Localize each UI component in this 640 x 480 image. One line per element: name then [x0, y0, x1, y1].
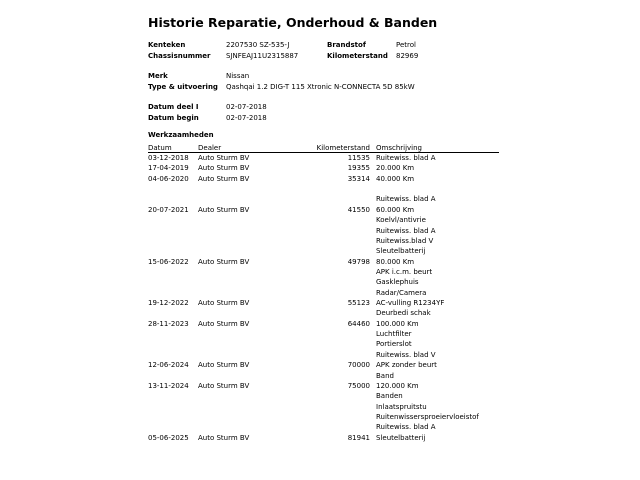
row-description-line: APK i.c.m. beurt: [376, 267, 433, 276]
chassis-value: SJNFEAJ11U2315887: [226, 52, 299, 60]
row-description-line: 40.000 Km: [376, 174, 415, 183]
row-kilometerstand: 11535: [347, 154, 370, 162]
row-description-line: Band: [376, 371, 394, 380]
row-description-line: Ruitewiss. blad V: [376, 350, 436, 359]
row-date: 13-11-2024: [148, 381, 189, 390]
row-kilometerstand: 41550: [347, 205, 370, 214]
row-description-line: Ruitewiss. blad A: [376, 195, 436, 204]
row-description-line: Sleutelbatterij: [376, 433, 426, 442]
row-description-line: Ruitewiss. blad A: [376, 154, 436, 162]
row-dealer: Auto Sturm BV: [198, 164, 250, 173]
row-kilometerstand: 75000: [347, 381, 370, 390]
row-date: 12-06-2024: [148, 361, 189, 370]
row-description-line: APK zonder beurt: [376, 361, 437, 370]
row-date: 17-04-2019: [148, 164, 189, 173]
row-dealer: Auto Sturm BV: [198, 257, 250, 266]
row-kilometerstand: 35314: [347, 174, 370, 183]
row-dealer: Auto Sturm BV: [198, 319, 250, 328]
row-kilometerstand: 19355: [347, 164, 370, 173]
datum-deel1-label: Datum deel I: [148, 103, 199, 111]
type-label: Type & uitvoering: [148, 83, 218, 91]
row-kilometerstand: 55123: [347, 299, 370, 308]
row-date: 04-06-2020: [148, 174, 189, 183]
row-description-line: Ruitewiss. blad A: [376, 423, 436, 432]
kenteken-value: 2207530 SZ-535-J: [226, 41, 290, 49]
merk-value: Nissan: [226, 72, 250, 80]
row-dealer: Auto Sturm BV: [198, 205, 250, 214]
row-dealer: Auto Sturm BV: [198, 174, 250, 183]
row-description-line: 100.000 Km: [376, 319, 419, 328]
row-description-line: 60.000 Km: [376, 205, 415, 214]
row-date: 03-12-2018: [148, 154, 189, 162]
kenteken-label: Kenteken: [148, 41, 186, 49]
brandstof-label: Brandstof: [327, 41, 366, 49]
row-description-line: AC-vulling R1234YF: [376, 299, 445, 308]
row-date: 19-12-2022: [148, 299, 189, 308]
row-kilometerstand: 49798: [347, 257, 370, 266]
kilometerstand-label: Kilometerstand: [327, 52, 388, 60]
row-date: 28-11-2023: [148, 319, 189, 328]
type-value: Qashqai 1.2 DIG-T 115 Xtronic N-CONNECTA 5D 85kW: [226, 83, 415, 91]
row-description-line: 120.000 Km: [376, 381, 419, 390]
row-dealer: Auto Sturm BV: [198, 154, 250, 162]
column-header-omschrijving: Omschrijving: [376, 144, 422, 152]
row-dealer: Auto Sturm BV: [198, 299, 250, 308]
page-title: Historie Reparatie, Onderhoud & Banden: [148, 15, 438, 30]
column-header-datum: Datum: [148, 144, 172, 152]
row-description-line: Luchtfilter: [376, 330, 412, 339]
row-description-line: Portierslot: [376, 340, 412, 349]
werkzaamheden-heading: Werkzaamheden: [148, 131, 214, 139]
row-dealer: Auto Sturm BV: [198, 433, 250, 442]
row-description-line: Koelvl/antivrie: [376, 216, 426, 225]
row-description-line: Banden: [376, 392, 403, 401]
row-description-line: Radar/Camera: [376, 288, 427, 297]
row-date: 15-06-2022: [148, 257, 189, 266]
row-description-line: 80.000 Km: [376, 257, 415, 266]
table-header-rule: [148, 152, 499, 153]
column-header-dealer: Dealer: [198, 144, 222, 152]
row-description-line: Ruitewiss.blad V: [376, 236, 434, 245]
merk-label: Merk: [148, 72, 168, 80]
row-kilometerstand: 81941: [347, 433, 370, 442]
row-kilometerstand: 70000: [347, 361, 370, 370]
row-description-line: Deurbedi schak: [376, 309, 431, 318]
row-description-line: Ruitenwissersproeiervloeistof: [376, 413, 479, 421]
row-dealer: Auto Sturm BV: [198, 381, 250, 390]
datum-begin-value: 02-07-2018: [226, 114, 267, 122]
datum-begin-label: Datum begin: [148, 114, 199, 122]
row-kilometerstand: 64460: [347, 319, 370, 328]
kilometerstand-value: 82969: [396, 52, 419, 60]
chassis-label: Chassisnummer: [148, 52, 211, 60]
column-header-kilometerstand: Kilometerstand: [316, 144, 370, 152]
row-date: 05-06-2025: [148, 433, 189, 442]
brandstof-value: Petrol: [396, 41, 416, 49]
row-dealer: Auto Sturm BV: [198, 361, 250, 370]
datum-deel1-value: 02-07-2018: [226, 103, 267, 111]
row-description-line: Gasklephuis: [376, 278, 419, 287]
row-description-line: Sleutelbatterij: [376, 247, 426, 256]
row-description-line: 20.000 Km: [376, 164, 415, 173]
row-description-line: Inlaatspruitstu: [376, 402, 427, 411]
row-description-line: Ruitewiss. blad A: [376, 226, 436, 235]
row-date: 20-07-2021: [148, 205, 189, 214]
